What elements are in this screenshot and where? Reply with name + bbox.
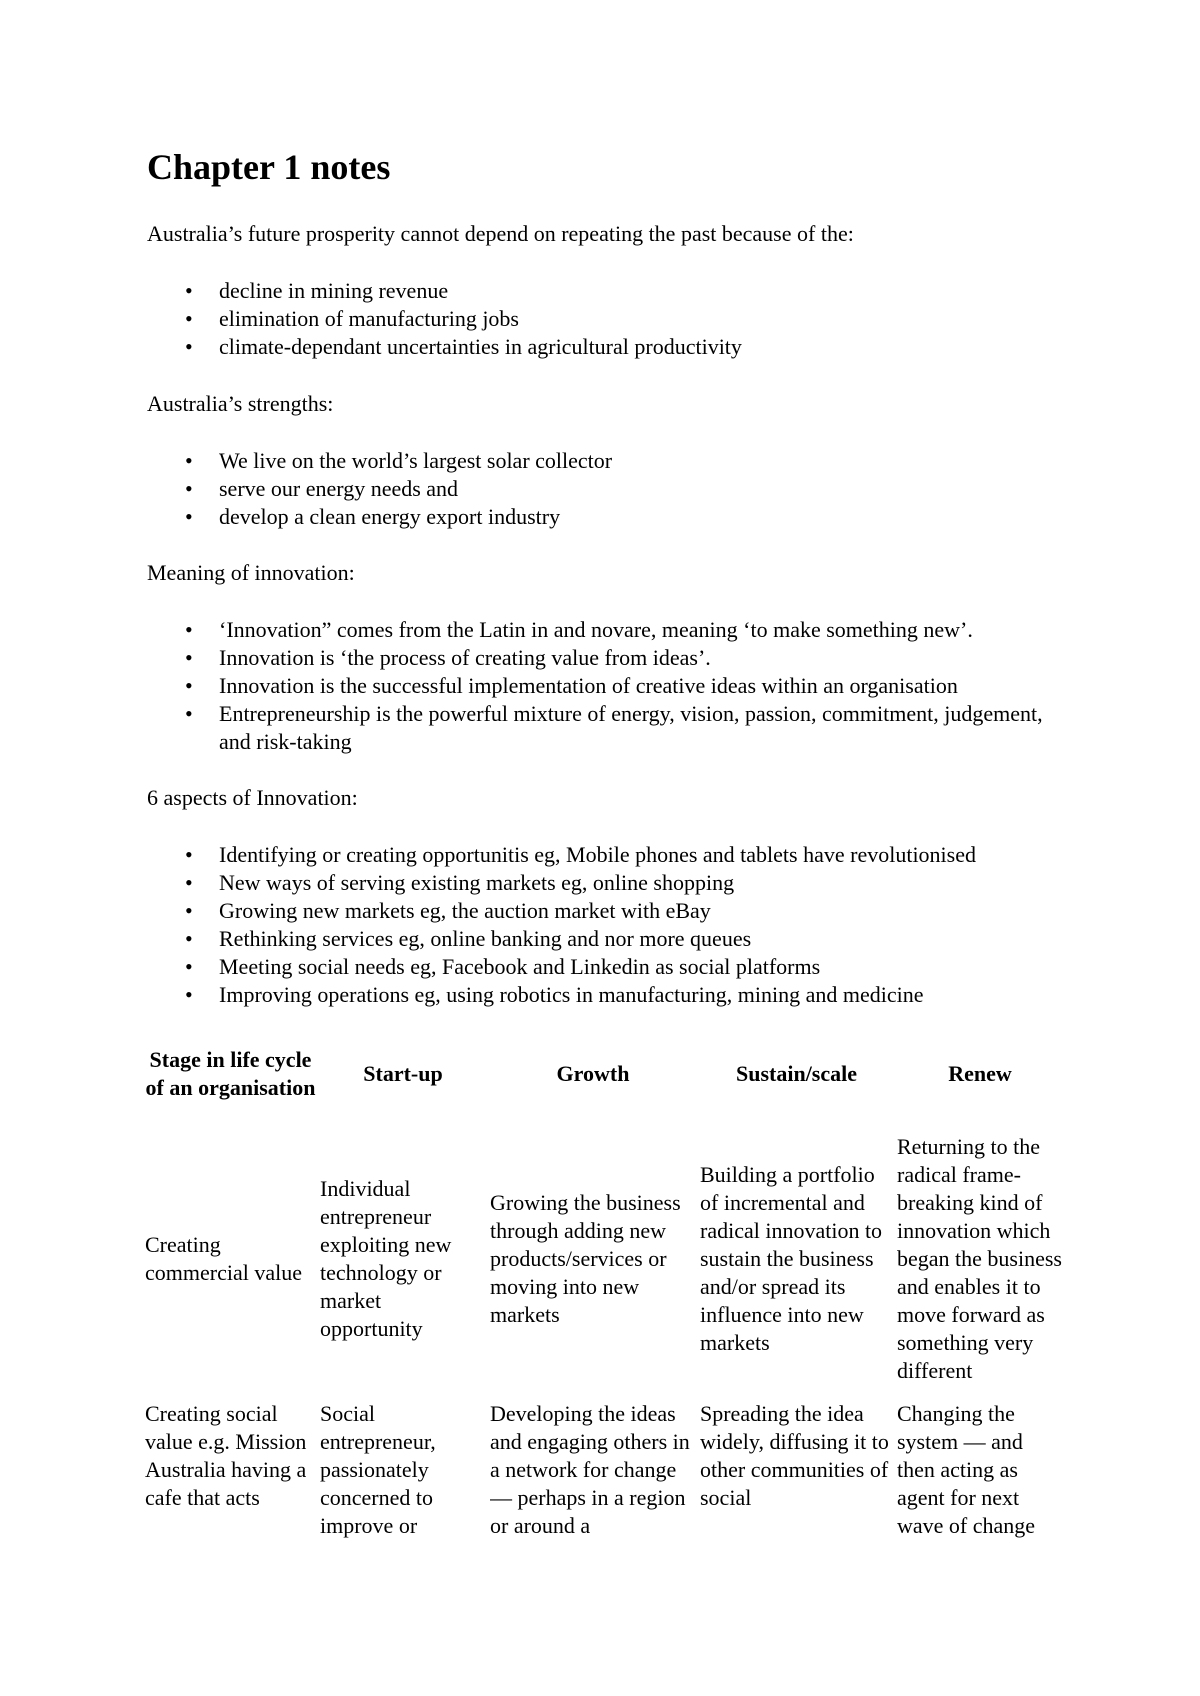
table-header: Start-up [363, 1061, 443, 1086]
list-item: • Improving operations eg, using robotics in manufacturing, mining and medicine [147, 981, 1067, 1009]
life-cycle-table [143, 1030, 1065, 1540]
table-header: Renew [948, 1061, 1012, 1086]
list-item: • Innovation is the successful implementation of creative ideas within an organisation [147, 672, 1067, 700]
table-cell [318, 1400, 488, 1540]
list-item: • decline in mining revenue [147, 277, 1067, 305]
table-row [143, 1118, 1065, 1400]
list-item: • We live on the world’s largest solar collector [147, 447, 1067, 475]
list-item: • elimination of manufacturing jobs [147, 305, 1067, 333]
strengths-list [147, 447, 1067, 531]
table-cell [143, 1400, 318, 1540]
table-cell: Individual entrepreneur exploiting new technology or market opportunity [320, 1176, 452, 1341]
table-cell-text: Developing the ideas and engaging others in a network for change — perhaps in a region or around a [490, 1401, 690, 1538]
innovation-list [147, 616, 1067, 756]
table-cell-text: Changing the system — and then acting as agent for next wave of change [897, 1401, 1036, 1538]
table-header: Sustain/scale [735, 1061, 858, 1086]
table-cell: Building a portfolio of incremental and radical innovation to sustain the business and/or spread its influence into new markets [700, 1162, 883, 1355]
past-reasons-list [147, 277, 1067, 361]
table-cell-text: Social entrepreneur, passionately concerned to improve or [320, 1401, 436, 1538]
strengths-label: Australia’s strengths: [147, 391, 334, 416]
table-cell-text: Spreading the idea widely, diffusing it to other communities of social [700, 1401, 889, 1510]
table-cell: Creating commercial value [145, 1232, 302, 1285]
list-item: • Meeting social needs eg, Facebook and Linkedin as social platforms [147, 953, 1067, 981]
list-item: • develop a clean energy export industry [147, 503, 1067, 531]
list-item: • Identifying or creating opportunitis eg, Mobile phones and tablets have revolutionised [147, 841, 1067, 869]
intro-text: Australia’s future prosperity cannot depend on repeating the past because of the: [147, 221, 854, 246]
table-cell [698, 1400, 895, 1540]
list-item: • Rethinking services eg, online banking and nor more queues [147, 925, 1067, 953]
list-item: • New ways of serving existing markets eg, online shopping [147, 869, 1067, 897]
table-cell-text: Creating social value e.g. Mission Australia having a cafe that acts [145, 1401, 307, 1510]
list-item: • serve our energy needs and [147, 475, 1067, 503]
list-item: • climate-dependant uncertainties in agricultural productivity [147, 333, 1067, 361]
aspects-label: 6 aspects of Innovation: [147, 785, 358, 810]
list-item: • Innovation is ‘the process of creating value from ideas’. [147, 644, 1067, 672]
table-header: Growth [556, 1061, 630, 1086]
table-cell [488, 1400, 698, 1540]
table-cell: Returning to the radical frame-breaking kind of innovation which began the business and enables it to move forward as something very different [897, 1134, 1062, 1383]
list-item: • Growing new markets eg, the auction market with eBay [147, 897, 1067, 925]
page-title: Chapter 1 notes [147, 147, 391, 187]
list-item: • ‘Innovation” comes from the Latin in and novare, meaning ‘to make something new’. [147, 616, 1067, 644]
table-header: Stage in life cycle of an organisation [145, 1047, 316, 1100]
table-cell [895, 1400, 1065, 1540]
table-header-row [143, 1030, 1065, 1118]
list-item: • Entrepreneurship is the powerful mixture of energy, vision, passion, commitment, judgement, and risk-taking [147, 700, 1067, 756]
table-cell: Growing the business through adding new products/services or moving into new markets [490, 1190, 681, 1327]
table-row [143, 1400, 1065, 1540]
innovation-label: Meaning of innovation: [147, 560, 355, 585]
aspects-list [147, 841, 1067, 1009]
